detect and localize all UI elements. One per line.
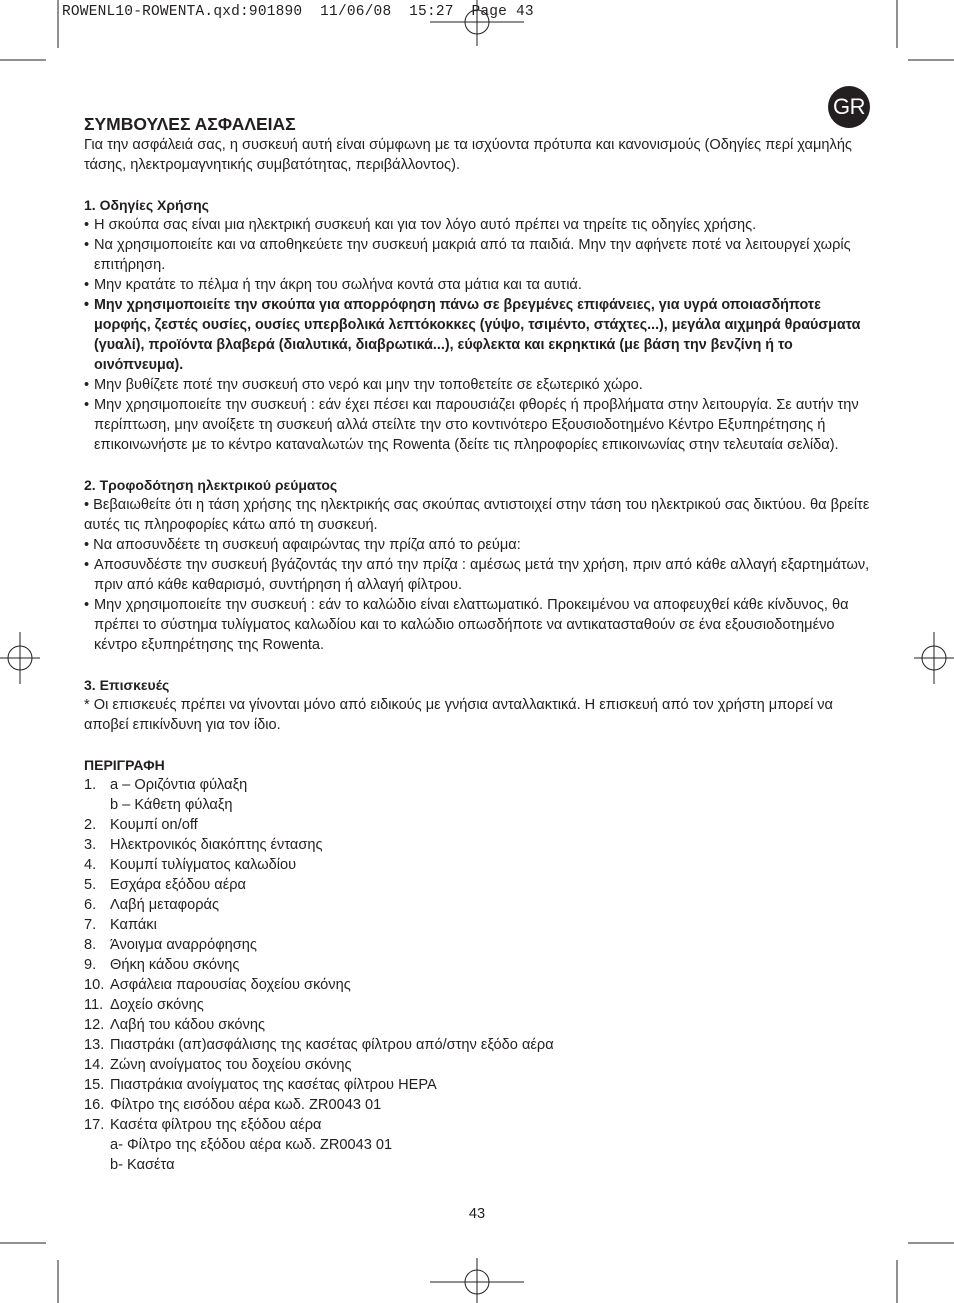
part-item: 9. Θήκη κάδου σκόνης xyxy=(84,957,240,973)
parts-list xyxy=(84,775,874,1175)
list-item: • Μην χρησιμοποιείτε την συσκευή : εάν το καλώδιο είναι ελαττωματικό. Προκειμένου να αποφευχθεί κάθε κίνδυνος, θα πρέπει το σύστημα τυλίγματος καλωδίου και το καλώδιο οπωσδήποτε να αντικατασταθούν σε ένα εξουσιοδοτημένο κέντρο εξυπηρέτησης της Rowenta. xyxy=(84,597,849,653)
list-item: • Βεβαιωθείτε ότι η τάση χρήσης της ηλεκτρικής σας σκούπας αντιστοιχεί στην τάση του ηλεκτρικού σας δικτύου. θα βρείτε αυτές τις πληροφορίες κάτω από τη συσκευή. xyxy=(84,497,870,533)
part-item: 10. Ασφάλεια παρουσίας δοχείου σκόνης xyxy=(84,977,351,993)
list-item: • Μην χρησιμοποιείτε την συσκευή : εάν έχει πέσει και παρουσιάζει φθορές ή προβλήματα στην λειτουργία. Σε αυτήν την περίπτωση, μην ανοίξετε τη συσκευή αλλά στείλτε την στο κοντινότερο Εξουσιοδοτημένο Κέντρο Εξυπηρέτησης ή επικοινωνήστε με το κέντρο καταναλωτών της Rowenta (δείτε τις πληροφορίες επικοινωνίας στην τελευταία σελίδα). xyxy=(84,397,859,453)
list-item: • Μην κρατάτε το πέλμα ή την άκρη του σωλήνα κοντά στα μάτια και τα αυτιά. xyxy=(84,277,582,293)
list-item: • Μην βυθίζετε ποτέ την συσκευή στο νερό και μην την τοποθετείτε σε εξωτερικό χώρο. xyxy=(84,377,643,393)
list-item-warning: • Μην χρησιμοποιείτε την σκούπα για απορρόφηση πάνω σε βρεγμένες επιφάνειες, για υγρά οποιασδήποτε μορφής, ζεστές ουσίες, ουσίες υπερβολικά λεπτόκοκκες (γύψο, τσιμέντο, στάχτες...), μεγάλα αιχμηρά θραύσματα (γυαλί), προϊόντα βλαβερά (διαλυτικά, διαβρωτικά...), εύφλεκτα και εκρηκτικά (με βάση την βενζίνη ή το οινόπνευμα). xyxy=(84,297,861,373)
section-heading-power: 2. Τροφοδότηση ηλεκτρικού ρεύματος xyxy=(84,477,338,493)
part-item: 7. Καπάκι xyxy=(84,917,157,933)
part-item: 8. Άνοιγμα αναρρόφησης xyxy=(84,937,257,953)
part-item: 4. Κουμπί τυλίγματος καλωδίου xyxy=(84,857,297,873)
list-item: • Η σκούπα σας είναι μια ηλεκτρική συσκευή και για τον λόγο αυτό πρέπει να τηρείτε τις οδηγίες χρήσης. xyxy=(84,217,757,233)
list-item: • Αποσυνδέστε την συσκευή βγάζοντάς την από την πρίζα : αμέσως μετά την χρήση, πριν από κάθε αλλαγή εξαρτημάτων, πριν από κάθε καθαρισμό, συντήρηση ή αλλαγή φίλτρου. xyxy=(84,557,870,593)
part-item: 3. Ηλεκτρονικός διακόπτης έντασης xyxy=(84,837,323,853)
page-number: 43 xyxy=(468,1206,486,1222)
part-subitem: a- Φίλτρο της εξόδου αέρα κωδ. ZR0043 01 xyxy=(110,1137,393,1153)
list-item: • Να αποσυνδέετε τη συσκευή αφαιρώντας την πρίζα από το ρεύμα: xyxy=(84,537,521,553)
part-subitem: b – Κάθετη φύλαξη xyxy=(110,797,233,813)
part-item: 15. Πιαστράκια ανοίγματος της κασέτας φίλτρου HEPA xyxy=(84,1077,437,1093)
part-item: 2. Κουμπί on/off xyxy=(84,817,198,833)
part-item: 12. Λαβή του κάδου σκόνης xyxy=(84,1017,265,1033)
part-item: 1. a – Οριζόντια φύλαξη xyxy=(84,777,248,793)
language-badge: GR xyxy=(828,86,870,128)
intro-paragraph: Για την ασφάλειά σας, η συσκευή αυτή είναι σύμφωνη με τα ισχύοντα πρότυπα και κανονισμούς (Οδηγίες περί χαμηλής τάσης, ηλεκτρομαγνητικής συμβατότητας, περιβάλλοντος). xyxy=(84,137,852,173)
section-heading-usage: 1. Οδηγίες Χρήσης xyxy=(84,197,209,213)
part-item: 13. Πιαστράκι (απ)ασφάλισης της κασέτας φίλτρου από/στην εξόδο αέρα xyxy=(84,1037,554,1053)
repairs-paragraph: * Οι επισκευές πρέπει να γίνονται μόνο από ειδικούς με γνήσια ανταλλακτικά. Η επισκευή από τον χρήστη μπορεί να αποβεί επικίνδυνη για τον ίδιο. xyxy=(84,697,833,733)
part-item: 16. Φίλτρο της εισόδου αέρα κωδ. ZR0043 01 xyxy=(84,1097,382,1113)
print-slug: ROWENL10-ROWENTA.qxd:901890 11/06/08 15:27 Page 43 xyxy=(62,4,534,20)
section-heading-repairs: 3. Επισκευές xyxy=(84,677,170,693)
document-body xyxy=(84,113,874,1175)
part-subitem: b- Κασέτα xyxy=(110,1157,175,1173)
part-item: 5. Εσχάρα εξόδου αέρα xyxy=(84,877,246,893)
part-item: 6. Λαβή μεταφοράς xyxy=(84,897,220,913)
section-heading-description: ΠΕΡΙΓΡΑΦΗ xyxy=(84,757,165,773)
part-item: 17. Κασέτα φίλτρου της εξόδου αέρα xyxy=(84,1117,322,1133)
page-title: ΣΥΜΒΟΥΛΕΣ ΑΣΦΑΛΕΙΑΣ xyxy=(84,114,296,134)
list-item: • Να χρησιμοποιείτε και να αποθηκεύετε την συσκευή μακριά από τα παιδιά. Μην την αφήνετε ποτέ να λειτουργεί χωρίς επιτήρηση. xyxy=(84,237,851,273)
part-item: 11. Δοχείο σκόνης xyxy=(84,997,204,1013)
part-item: 14. Ζώνη ανοίγματος του δοχείου σκόνης xyxy=(84,1057,352,1073)
